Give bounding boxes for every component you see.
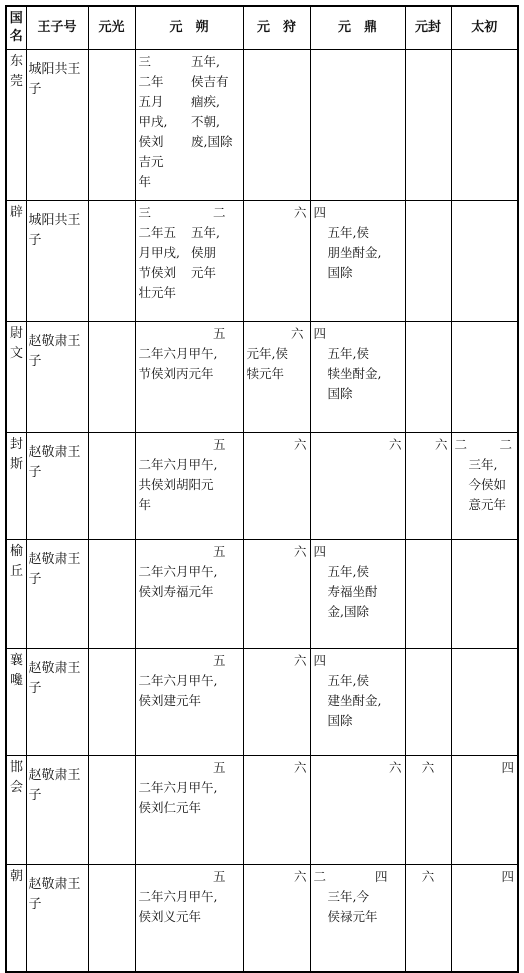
- yuanguang-cell: [88, 649, 135, 756]
- yuanguang-cell: [88, 756, 135, 865]
- reign-year-count: 二: [499, 437, 512, 452]
- event-line: 元年,侯: [246, 346, 288, 361]
- event-line: 侯禄元年: [327, 909, 378, 924]
- reign-year-count: 三: [138, 205, 152, 220]
- header-yuanshou: 元 狩: [243, 6, 310, 50]
- header-state: 国名: [6, 6, 26, 50]
- state-name: 辟: [6, 201, 26, 322]
- event-line: 节侯刘丙元年: [138, 366, 214, 381]
- event-line: 五年,侯: [327, 673, 369, 688]
- yuanding-cell: [310, 50, 405, 201]
- event-line: 国除: [327, 713, 353, 728]
- state-name: 封斯: [6, 433, 26, 540]
- yuanfeng-cell: [405, 322, 451, 433]
- table-row: [6, 865, 518, 973]
- event-line: 共侯刘胡阳元: [138, 477, 214, 492]
- reign-year-count: 五: [212, 326, 226, 341]
- event-line: 年: [138, 497, 152, 512]
- event-line: 侯刘仁元年: [138, 800, 202, 815]
- event-line: 节侯刘: [138, 265, 177, 280]
- state-name: 朝: [6, 865, 26, 973]
- event-line: 国除: [327, 265, 353, 280]
- yuanshou-cell: 六: [243, 540, 310, 649]
- reign-year-count: 四: [313, 205, 327, 220]
- yuanshuo-cell: [135, 756, 243, 865]
- event-line: 不朝,: [191, 114, 220, 129]
- king-title: 赵敬肃王子: [26, 649, 88, 756]
- yuanfeng-cell: [405, 649, 451, 756]
- event-line: 二年五: [138, 225, 177, 240]
- king-title: 城阳共王子: [26, 201, 88, 322]
- yuanshou-cell: [243, 50, 310, 201]
- table-row: [6, 50, 518, 201]
- event-line: 废,国除: [191, 134, 233, 149]
- header-taichu: 太初: [451, 6, 518, 50]
- header-king: 王子号: [26, 6, 88, 50]
- event-line: 五年,侯: [327, 346, 369, 361]
- event-line: 吉元: [138, 154, 164, 169]
- yuanfeng-cell: [405, 50, 451, 201]
- king-title: 赵敬肃王子: [26, 540, 88, 649]
- state-name: 尉文: [6, 322, 26, 433]
- table-row: [6, 540, 518, 649]
- taichu-cell: [451, 322, 518, 433]
- taichu-cell: [451, 649, 518, 756]
- event-line: 侯刘寿福元年: [138, 584, 214, 599]
- taichu-cell: [451, 50, 518, 201]
- taichu-cell: 四: [451, 756, 518, 865]
- king-title: 赵敬肃王子: [26, 322, 88, 433]
- yuanshou-cell: 六: [243, 649, 310, 756]
- yuanshou-cell: 六: [243, 201, 310, 322]
- taichu-cell: [451, 540, 518, 649]
- yuanding-cell: 六: [310, 433, 405, 540]
- state-name: 邯会: [6, 756, 26, 865]
- event-line: 侯朋: [191, 245, 217, 260]
- yuanfeng-cell: 六: [405, 433, 451, 540]
- reign-year-count: 三: [138, 54, 152, 69]
- event-line: 甲戌,: [138, 114, 168, 129]
- yuanshuo-cell: [135, 201, 243, 322]
- reign-year-count: 五: [212, 653, 226, 668]
- yuanfeng-cell: 六: [405, 756, 451, 865]
- reign-year-count: 六: [290, 326, 304, 341]
- vassal-table: [5, 5, 519, 973]
- event-line: 五月: [138, 94, 164, 109]
- reign-year-count: 五: [212, 760, 226, 775]
- event-line: 五年,侯: [327, 564, 369, 579]
- event-line: 犊坐酎金,: [327, 366, 382, 381]
- event-line: 五年,: [191, 225, 220, 240]
- event-line: 五年,侯: [327, 225, 369, 240]
- reign-year-count: 二: [454, 437, 468, 452]
- header-yuanding: 元 鼎: [310, 6, 405, 50]
- taichu-cell: [451, 201, 518, 322]
- header-yuanfeng: 元封: [405, 6, 451, 50]
- header-yuanguang: 元光: [88, 6, 135, 50]
- yuanguang-cell: [88, 433, 135, 540]
- yuanshou-cell: [243, 322, 310, 433]
- yuanshuo-cell: [135, 540, 243, 649]
- event-line: 二年: [138, 74, 164, 89]
- event-line: 侯刘: [138, 134, 164, 149]
- event-line: 犊元年: [246, 366, 285, 381]
- yuanshuo-cell: [135, 433, 243, 540]
- state-name: 榆丘: [6, 540, 26, 649]
- event-line: 国除: [327, 386, 353, 401]
- event-line: 三年,: [468, 457, 498, 472]
- event-line: 二年六月甲午,: [138, 346, 218, 361]
- reign-year-count: 二: [212, 205, 226, 220]
- state-name: 东莞: [6, 50, 26, 201]
- event-line: 二年六月甲午,: [138, 564, 218, 579]
- reign-year-count: 四: [313, 544, 327, 559]
- yuanguang-cell: [88, 865, 135, 973]
- table-row: [6, 322, 518, 433]
- yuanding-cell: [310, 649, 405, 756]
- yuanding-cell: [310, 540, 405, 649]
- yuanfeng-cell: [405, 540, 451, 649]
- table-row: [6, 433, 518, 540]
- taichu-cell: 四: [451, 865, 518, 973]
- yuanfeng-cell: 六: [405, 865, 451, 973]
- event-line: 月甲戌,: [138, 245, 180, 260]
- yuanding-cell: [310, 322, 405, 433]
- event-line: 今侯如: [468, 477, 507, 492]
- reign-year-count: 四: [374, 869, 388, 884]
- header-row: [6, 6, 518, 50]
- event-line: 壮元年: [138, 285, 177, 300]
- yuanding-cell: [310, 865, 405, 973]
- event-line: 侯刘建元年: [138, 693, 202, 708]
- table-row: [6, 201, 518, 322]
- yuanguang-cell: [88, 201, 135, 322]
- king-title: 赵敬肃王子: [26, 865, 88, 973]
- event-line: 年: [138, 174, 152, 189]
- reign-year-count: 四: [313, 326, 327, 341]
- event-line: 朋坐酎金,: [327, 245, 382, 260]
- event-line: 金,国除: [327, 604, 369, 619]
- event-line: 二年六月甲午,: [138, 780, 218, 795]
- event-line: 痼疾,: [191, 94, 220, 109]
- reign-year-count: 四: [313, 653, 327, 668]
- yuanfeng-cell: [405, 201, 451, 322]
- yuanguang-cell: [88, 50, 135, 201]
- event-line: 侯刘义元年: [138, 909, 202, 924]
- event-line: 五年,: [191, 54, 220, 69]
- event-line: 建坐酎金,: [327, 693, 382, 708]
- event-line: 寿福坐酎: [327, 584, 378, 599]
- reign-year-count: 五: [212, 544, 226, 559]
- yuanshou-cell: 六: [243, 865, 310, 973]
- reign-year-count: 二: [313, 869, 327, 884]
- event-line: 侯吉有: [191, 74, 229, 89]
- header-yuanshuo: 元 朔: [135, 6, 243, 50]
- yuanding-cell: 六: [310, 756, 405, 865]
- reign-year-count: 五: [212, 869, 226, 884]
- yuanshou-cell: 六: [243, 433, 310, 540]
- king-title: 赵敬肃王子: [26, 433, 88, 540]
- event-line: 元年: [191, 265, 217, 280]
- taichu-cell: [451, 433, 518, 540]
- king-title: 赵敬肃王子: [26, 756, 88, 865]
- yuanshuo-cell: [135, 322, 243, 433]
- yuanguang-cell: [88, 540, 135, 649]
- yuanding-cell: [310, 201, 405, 322]
- event-line: 三年,今: [327, 889, 369, 904]
- yuanshuo-cell: [135, 50, 243, 201]
- yuanshuo-cell: [135, 649, 243, 756]
- yuanshuo-cell: [135, 865, 243, 973]
- yuanguang-cell: [88, 322, 135, 433]
- event-line: 二年六月甲午,: [138, 457, 218, 472]
- reign-year-count: 五: [212, 437, 226, 452]
- event-line: 二年六月甲午,: [138, 889, 218, 904]
- king-title: 城阳共王子: [26, 50, 88, 201]
- table-row: [6, 756, 518, 865]
- yuanshou-cell: 六: [243, 756, 310, 865]
- event-line: 二年六月甲午,: [138, 673, 218, 688]
- table-row: [6, 649, 518, 756]
- event-line: 意元年: [468, 497, 507, 512]
- state-name: 襄嚵: [6, 649, 26, 756]
